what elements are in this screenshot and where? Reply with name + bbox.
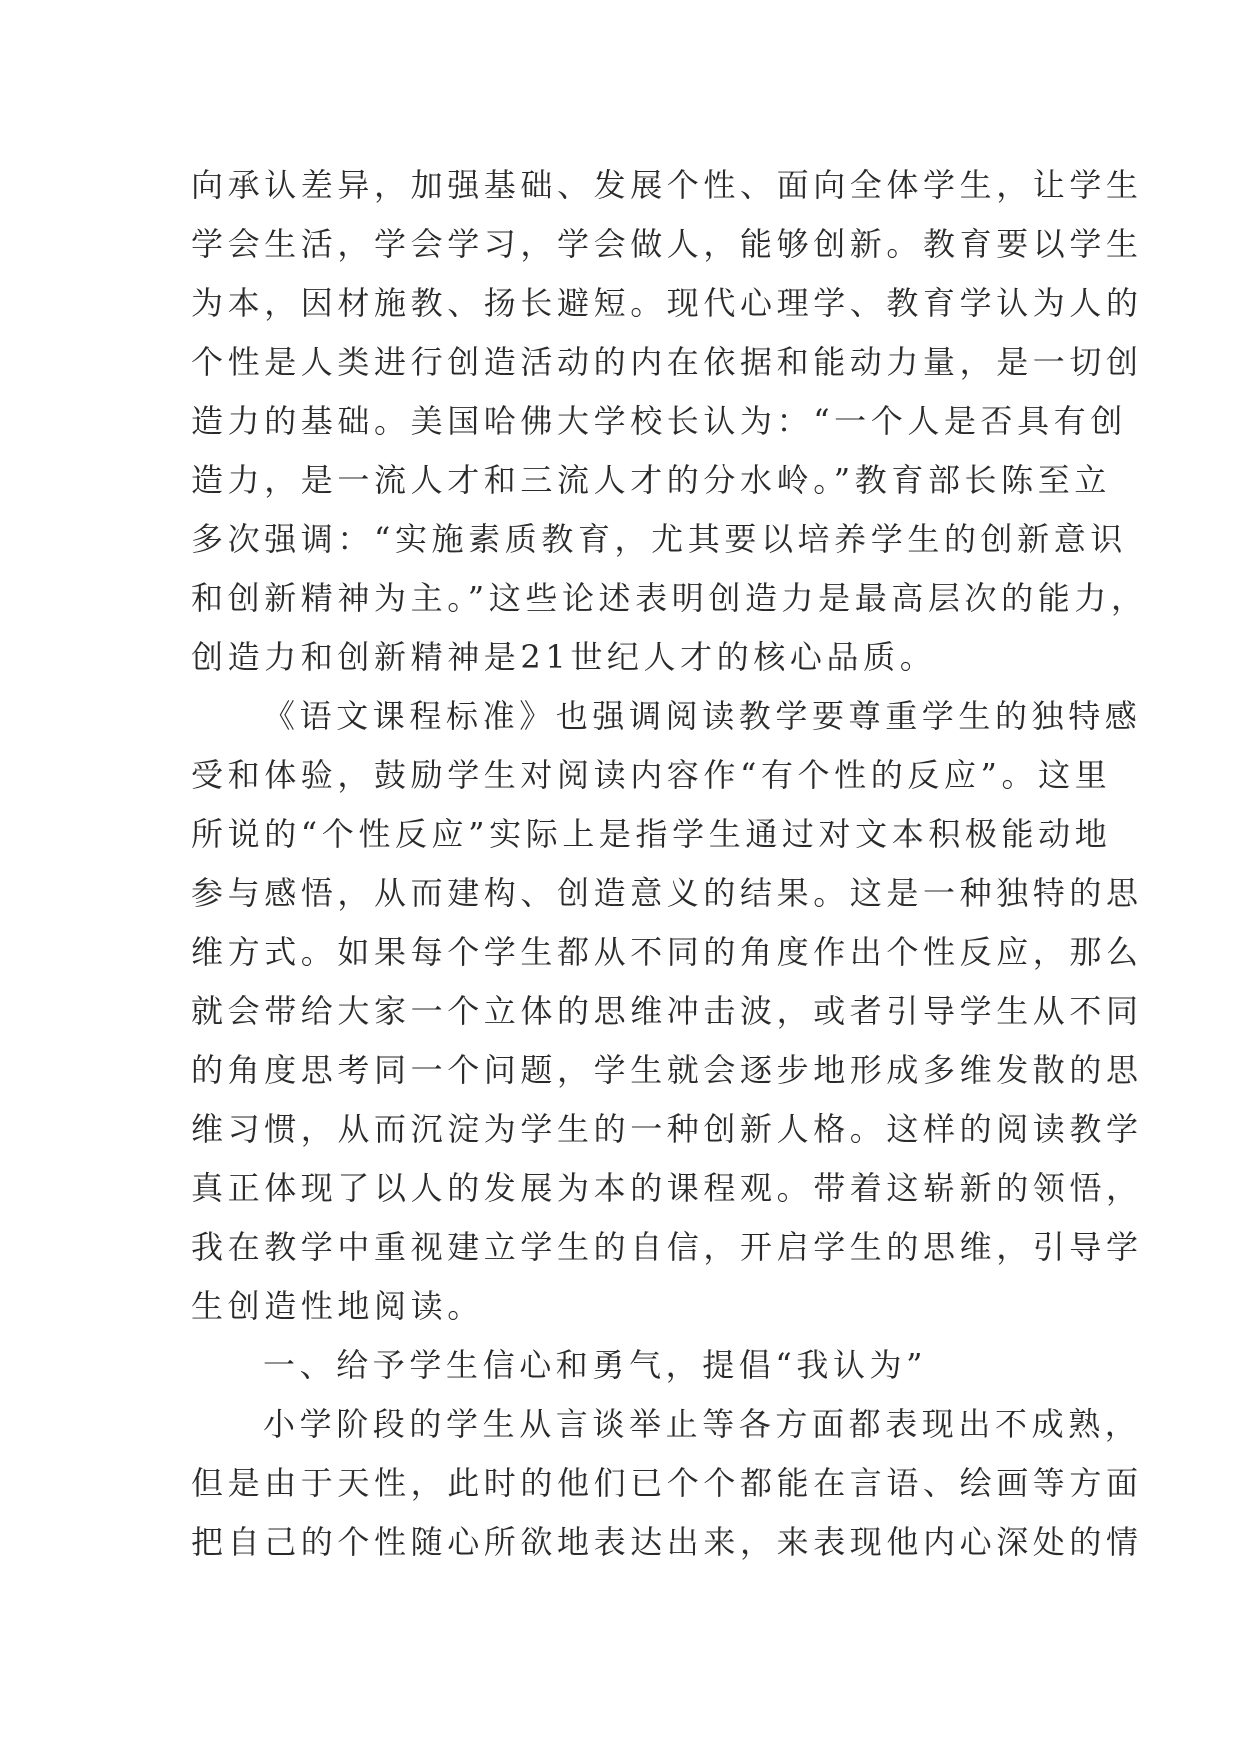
section-heading: 一、给予学生信心和勇气，提倡“我认为”: [263, 1346, 928, 1384]
paragraph-line: 但是由于天性，此时的他们已个个都能在言语、绘画等方面: [191, 1464, 1143, 1502]
paragraph-line: 小学阶段的学生从言谈举止等各方面都表现出不成熟，: [263, 1405, 1142, 1443]
paragraph-line: 维习惯，从而沉淀为学生的一种创新人格。这样的阅读教学: [191, 1110, 1143, 1148]
paragraph-line: 个性是人类进行创造活动的内在依据和能动力量，是一切创: [191, 343, 1143, 381]
paragraph-line: 参与感悟，从而建构、创造意义的结果。这是一种独特的思: [191, 874, 1143, 912]
paragraph-line: 造力，是一流人才和三流人才的分水岭。”教育部长陈至立: [191, 461, 1111, 499]
paragraph-line: 学会生活，学会学习，学会做人，能够创新。教育要以学生: [191, 225, 1143, 263]
paragraph-line: 所说的“个性反应”实际上是指学生通过对文本积极能动地: [191, 815, 1112, 853]
paragraph-line: 《语文课程标准》也强调阅读教学要尊重学生的独特感: [263, 697, 1142, 735]
paragraph-line: 为本，因材施教、扬长避短。现代心理学、教育学认为人的: [191, 284, 1143, 322]
paragraph-line: 生创造性地阅读。: [191, 1287, 484, 1325]
paragraph-line: 多次强调：“实施素质教育，尤其要以培养学生的创新意识: [191, 520, 1127, 558]
paragraph-line: 就会带给大家一个立体的思维冲击波，或者引导学生从不同: [191, 992, 1143, 1030]
paragraph-line: 把自己的个性随心所欲地表达出来，来表现他内心深处的情: [191, 1523, 1143, 1561]
paragraph-line: 受和体验，鼓励学生对阅读内容作“有个性的反应”。这里: [191, 756, 1112, 794]
paragraph-line: 我在教学中重视建立学生的自信，开启学生的思维，引导学: [191, 1228, 1143, 1266]
paragraph-line: 向承认差异，加强基础、发展个性、面向全体学生，让学生: [191, 166, 1143, 204]
paragraph-line: 和创新精神为主。”这些论述表明创造力是最高层次的能力，: [191, 579, 1148, 617]
paragraph-line: 的角度思考同一个问题，学生就会逐步地形成多维发散的思: [191, 1051, 1143, 1089]
paragraph-line: 创造力和创新精神是21世纪人才的核心品质。: [191, 638, 937, 676]
paragraph-line: 真正体现了以人的发展为本的课程观。带着这崭新的领悟，: [191, 1169, 1143, 1207]
paragraph-line: 造力的基础。美国哈佛大学校长认为：“一个人是否具有创: [191, 402, 1127, 440]
paragraph-line: 维方式。如果每个学生都从不同的角度作出个性反应，那么: [191, 933, 1143, 971]
document-body: [191, 156, 1148, 1572]
